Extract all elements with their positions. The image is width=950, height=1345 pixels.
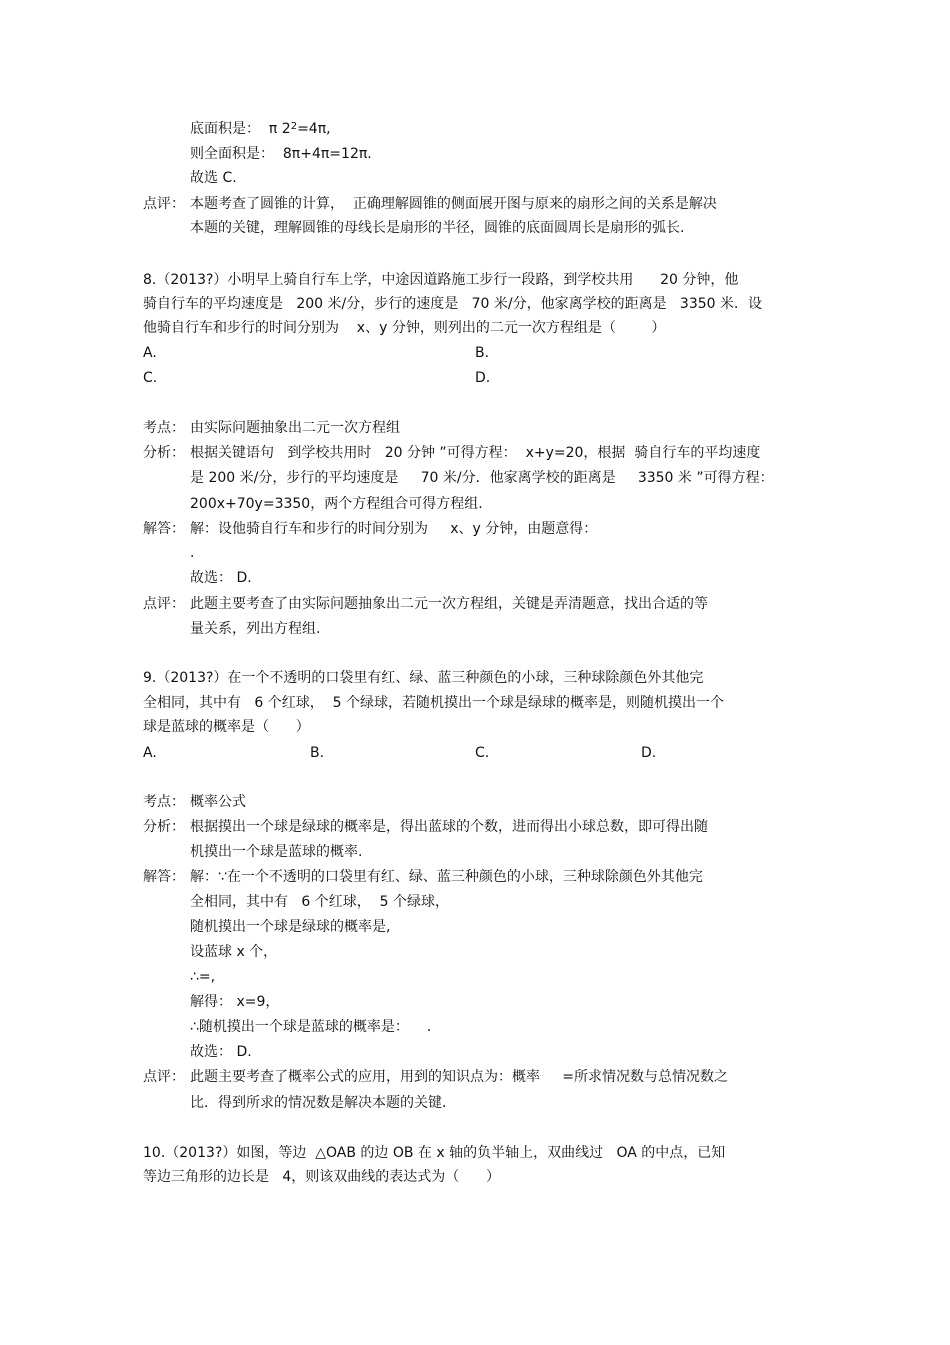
q9-answer-line-3: 随机摸出一个球是绿球的概率是, [190, 919, 391, 935]
q10-stem-line-2: 等边三角形的边长是 4，则该双曲线的表达式为（ ） [143, 1169, 500, 1185]
q7-comment-line-1: 本题考查了圆锥的计算， 正确理解圆锥的侧面展开图与原来的扇形之间的关系是解决 [190, 196, 717, 212]
q8-option-b: B. [475, 345, 490, 361]
q9-stem-line-1: 9.（2013?）在一个不透明的口袋里有红、绿、蓝三种颜色的小球，三种球除颜色外其他完 [143, 670, 704, 686]
q7-base-area-exponent: 2 [290, 121, 298, 132]
q9-stem-line-3: 球是蓝球的概率是（ ） [143, 719, 310, 735]
q8-analysis-line-2: 是 200 米/分，步行的平均速度是 70 米/分．他家离学校的距离是 3350 米 ”可得方程： [190, 470, 774, 486]
q9-analysis-label: 分析： [143, 819, 185, 835]
q9-answer-line-2: 全相同，其中有 6 个红球， 5 个绿球， [190, 894, 449, 910]
q7-line-total-area: 则全面积是： 8π+4π=12π. [190, 146, 372, 162]
q9-option-d: D. [641, 745, 657, 761]
q9-answer-line-7: ∴随机摸出一个球是蓝球的概率是： . [190, 1019, 432, 1035]
q8-stem-line-3: 他骑自行车和步行的时间分别为 x、y 分钟，则列出的二元一次方程组是（ ） [143, 320, 666, 336]
q8-comment-line-1: 此题主要考查了由实际问题抽象出二元一次方程组，关键是弄清题意，找出合适的等 [190, 596, 708, 612]
q8-point-text: 由实际问题抽象出二元一次方程组 [190, 420, 400, 436]
q9-point-text: 概率公式 [190, 794, 246, 810]
q9-comment-line-2: 比．得到所求的情况数是解决本题的关键. [190, 1095, 447, 1111]
q9-answer-label: 解答： [143, 869, 185, 885]
q10-stem-line-1: 10.（2013?）如图，等边 △OAB 的边 OB 在 x 轴的负半轴上，双曲线过 OA 的中点，已知 [143, 1145, 726, 1161]
q9-stem-line-2: 全相同，其中有 6 个红球， 5 个绿球，若随机摸出一个球是绿球的概率是，则随机摸出一个 [143, 695, 724, 711]
q9-option-b: B. [310, 745, 325, 761]
q8-answer-line-3: 故选： D. [190, 570, 252, 586]
q7-line-base-area [190, 122, 331, 136]
q8-analysis-line-3: 200x+70y=3350，两个方程组合可得方程组. [190, 496, 483, 512]
q7-base-area-text: 底面积是： π 2 [190, 121, 291, 137]
q9-answer-line-5: ∴=, [190, 969, 216, 985]
q8-comment-line-2: 量关系，列出方程组. [190, 621, 321, 637]
q8-point-label: 考点： [143, 420, 185, 436]
q9-point-label: 考点： [143, 794, 185, 810]
q8-stem-line-2: 骑自行车的平均速度是 200 米/分，步行的速度是 70 米/分，他家离学校的距离是 3350 米．设 [143, 296, 762, 312]
q8-answer-label: 解答： [143, 521, 185, 537]
q7-comment-line-2: 本题的关键，理解圆锥的母线长是扇形的半径，圆锥的底面圆周长是扇形的弧长. [190, 220, 685, 236]
q9-analysis-line-2: 机摸出一个球是蓝球的概率. [190, 844, 363, 860]
q9-answer-line-8: 故选： D. [190, 1044, 252, 1060]
q9-analysis-line-1: 根据摸出一个球是绿球的概率是，得出蓝球的个数，进而得出小球总数，即可得出随 [190, 819, 708, 835]
q9-answer-line-1: 解：∵在一个不透明的口袋里有红、绿、蓝三种颜色的小球，三种球除颜色外其他完 [190, 869, 703, 885]
q8-comment-label: 点评： [143, 596, 185, 612]
q8-stem-line-1: 8.（2013?）小明早上骑自行车上学，中途因道路施工步行一段路，到学校共用 20 分钟，他 [143, 272, 739, 288]
q7-comment-label: 点评： [143, 196, 185, 212]
q9-answer-line-6: 解得： x=9， [190, 994, 280, 1010]
q9-option-a: A. [143, 745, 157, 761]
q7-base-area-result: =4π, [297, 121, 331, 137]
q8-option-d: D. [475, 370, 491, 386]
q8-option-c: C. [143, 370, 158, 386]
q9-comment-label: 点评： [143, 1069, 185, 1085]
q9-comment-line-1: 此题主要考查了概率公式的应用，用到的知识点为：概率 =所求情况数与总情况数之 [190, 1069, 728, 1085]
q8-answer-line-1: 解：设他骑自行车和步行的时间分别为 x、y 分钟，由题意得： [190, 521, 598, 537]
q9-answer-line-4: 设蓝球 x 个， [190, 944, 278, 960]
q8-answer-line-2: . [190, 545, 195, 561]
q8-option-a: A. [143, 345, 157, 361]
q9-option-c: C. [475, 745, 490, 761]
q8-analysis-line-1: 根据关键语句 到学校共用时 20 分钟 ”可得方程： x+y=20，根据 骑自行车的平均速度 [190, 445, 761, 461]
q7-line-choice: 故选 C. [190, 170, 237, 186]
q8-analysis-label: 分析： [143, 445, 185, 461]
